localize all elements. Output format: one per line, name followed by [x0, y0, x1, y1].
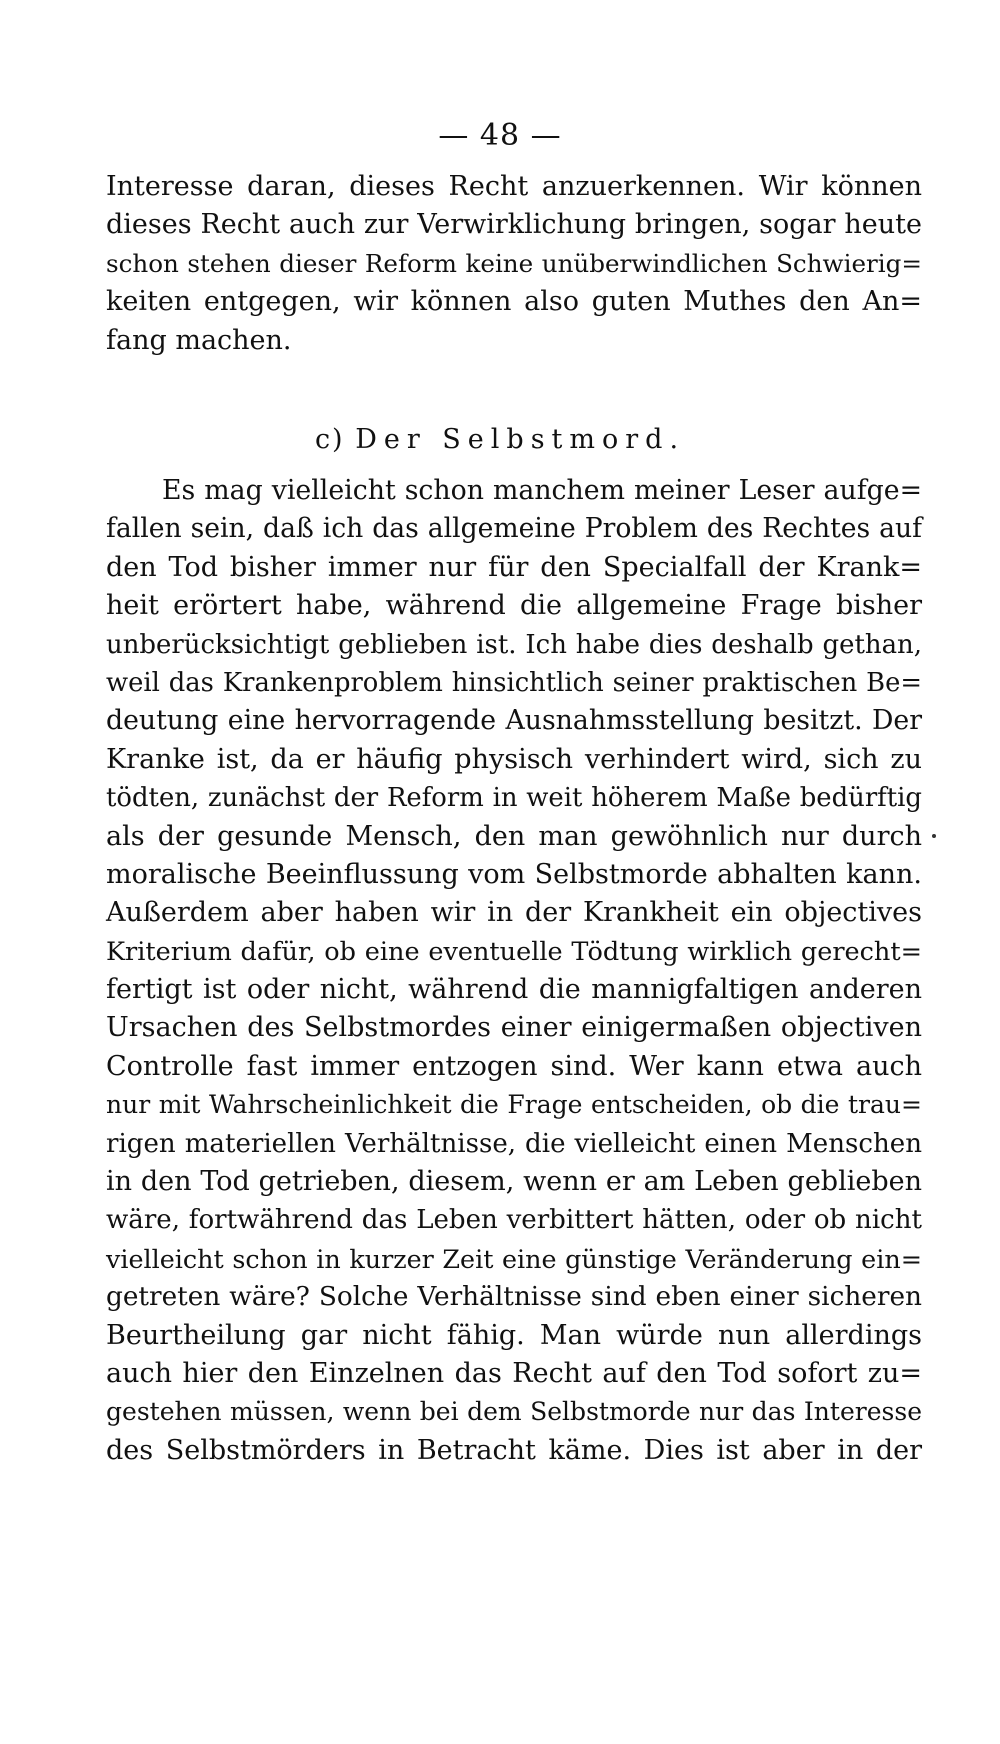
text-line: Beurtheilung gar nicht fähig. Man würde nun allerdings [106, 1319, 922, 1351]
text-line: gestehen müssen, wenn bei dem Selbstmorde nur das Interesse [106, 1397, 922, 1427]
text-line: schon stehen dieser Reform keine unüberwindlichen Schwierig= [106, 248, 922, 278]
text-line: Kriterium dafür, ob eine eventuelle Tödtung wirklich gerecht= [106, 936, 922, 967]
section-title: Der Selbstmord. [355, 424, 686, 455]
text-line: nur mit Wahrscheinlichkeit die Frage entscheiden, ob die trau= [106, 1090, 922, 1120]
text-line: fang machen. [106, 324, 292, 356]
text-line: Controlle fast immer entzogen sind. Wer kann etwa auch [106, 1050, 922, 1082]
text-line: fallen sein, daß ich das allgemeine Problem des Rechtes auf [106, 513, 922, 545]
text-line: Außerdem aber haben wir in der Krankheit ein objectives [106, 897, 922, 929]
text-line: vielleicht schon in kurzer Zeit eine günstige Veränderung ein= [106, 1243, 922, 1274]
text-line: wäre, fortwährend das Leben verbittert hätten, oder ob nicht [106, 1205, 922, 1236]
text-line: des Selbstmörders in Betracht käme. Dies ist aber in der [106, 1434, 922, 1466]
paragraph-intro [106, 168, 922, 360]
text-line: dieses Recht auch zur Verwirklichung bringen, sogar heute [106, 209, 922, 241]
text-line: in den Tod getrieben, diesem, wenn er am Leben geblieben [106, 1166, 922, 1198]
text-line: Ursachen des Selbstmordes einer einigermaßen objectiven [106, 1012, 922, 1044]
text-line: unberücksichtigt geblieben ist. Ich habe dies deshalb gethan, [106, 629, 922, 660]
text-line: deutung eine hervorragende Ausnahmsstellung besitzt. Der [106, 705, 922, 737]
paragraph-selbstmord [106, 472, 922, 1470]
section-heading [0, 424, 1000, 455]
text-line: auch hier den Einzelnen das Recht auf den Tod sofort zu= [106, 1357, 922, 1389]
text-line: fertigt ist oder nicht, während die mannigfaltigen anderen [106, 974, 922, 1006]
page-number: — 48 — [438, 118, 562, 153]
text-line: Es mag vielleicht schon manchem meiner Leser aufge= [162, 475, 922, 506]
text-line: getreten wäre? Solche Verhältnisse sind eben einer sicheren [106, 1282, 922, 1313]
text-line: moralische Beeinflussung vom Selbstmorde abhalten kann. [106, 858, 922, 890]
text-line: keiten entgegen, wir können also guten Muthes den An= [106, 286, 922, 318]
text-line: weil das Krankenproblem hinsichtlich seiner praktischen Be= [106, 667, 922, 698]
text-line: rigen materiellen Verhältnisse, die vielleicht einen Menschen [106, 1128, 922, 1159]
section-label: c) [314, 424, 345, 455]
text-line: den Tod bisher immer nur für den Specialfall der Krank= [106, 551, 922, 583]
text-line: als der gesunde Mensch, den man gewöhnlich nur durch [106, 820, 922, 852]
text-line: Kranke ist, da er häufig physisch verhindert wird, sich zu [106, 743, 922, 775]
text-line: heit erörtert habe, während die allgemeine Frage bisher [106, 590, 922, 622]
margin-dot-mark [932, 834, 936, 838]
text-line: Interesse daran, dieses Recht anzuerkennen. Wir können [106, 171, 922, 202]
text-line: tödten, zunächst der Reform in weit höherem Maße bedürftig [106, 783, 922, 814]
